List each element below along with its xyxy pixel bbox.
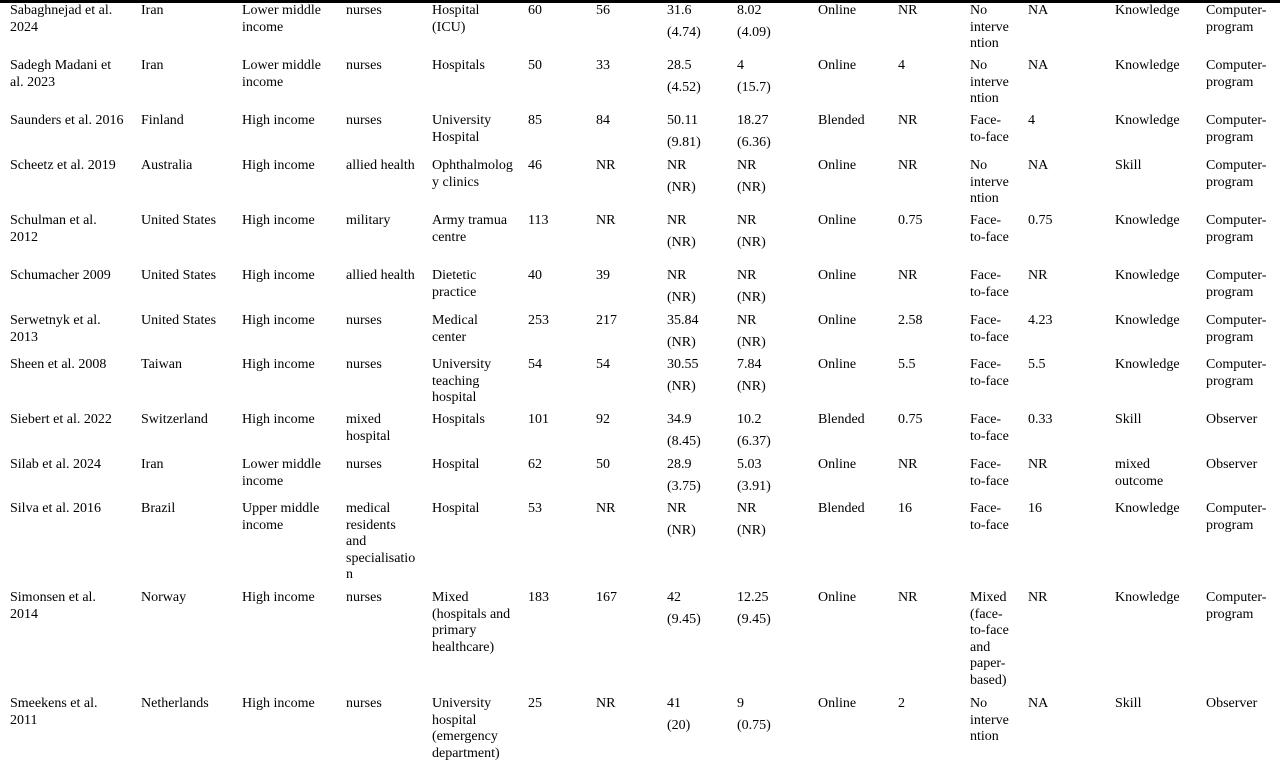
- cell-v1-sd: (4.52): [667, 79, 701, 95]
- cell-income: High income: [242, 113, 315, 128]
- cell-study: Silab et al. 2024: [10, 457, 101, 472]
- cell-population: allied health: [346, 158, 415, 173]
- cell-outcome: Skill: [1115, 412, 1142, 427]
- cell-comparator: Face-to-face: [970, 457, 1009, 489]
- cell-setting: Dietetic practice: [432, 268, 477, 300]
- cell-v1-value: 50.11: [667, 113, 698, 128]
- cell-study: Simonsen et al. 2014: [10, 590, 96, 622]
- cell-c1: 16: [898, 501, 912, 516]
- cell-v2-sd: (NR): [737, 334, 766, 350]
- cell-setting: Hospital: [432, 501, 480, 516]
- table-row: [0, 213, 1280, 268]
- cell-mode: Online: [818, 457, 857, 472]
- cell-country: Iran: [141, 457, 164, 472]
- cell-method: Computer-program: [1206, 158, 1267, 190]
- cell-country: Netherlands: [141, 696, 209, 711]
- cell-v1-value: NR: [667, 158, 687, 173]
- cell-outcome: Knowledge: [1115, 590, 1180, 605]
- cell-study: Schulman et al. 2012: [10, 213, 97, 245]
- cell-method: Observer: [1206, 457, 1258, 472]
- cell-v1: [657, 412, 727, 457]
- table-row: [0, 58, 1280, 113]
- cell-v1-sd: (NR): [667, 289, 696, 305]
- cell-v2-value: NR: [737, 268, 757, 283]
- cell-v1-sd: (3.75): [667, 478, 701, 494]
- cell-population: allied health: [346, 268, 415, 283]
- cell-country: United States: [141, 313, 217, 328]
- cell-income: Lower middle income: [242, 457, 321, 489]
- cell-n2: NR: [596, 213, 616, 228]
- cell-setting: University teaching hospital: [432, 357, 492, 406]
- cell-n2: 54: [596, 357, 610, 372]
- cell-comparator: Face-to-face: [970, 213, 1009, 245]
- cell-n1: 54: [528, 357, 542, 372]
- cell-country: Taiwan: [141, 357, 183, 372]
- cell-mode: Online: [818, 58, 857, 73]
- table-row: [0, 590, 1280, 696]
- cell-country: Switzerland: [141, 412, 208, 427]
- table-row: [0, 158, 1280, 213]
- cell-outcome: Knowledge: [1115, 313, 1180, 328]
- cell-c1: 0.75: [898, 412, 923, 427]
- cell-v1-value: 28.9: [667, 457, 692, 472]
- cell-comparator: Mixed (face-to-face and paper-based): [970, 590, 1009, 688]
- cell-mode: Blended: [818, 412, 865, 427]
- cell-v2-value: NR: [737, 313, 757, 328]
- cell-country: Australia: [141, 158, 193, 173]
- cell-method: Computer-program: [1206, 313, 1267, 345]
- cell-c1: NR: [898, 113, 918, 128]
- cell-outcome: Knowledge: [1115, 357, 1180, 372]
- table-row: [0, 3, 1280, 58]
- cell-v1: [657, 590, 727, 696]
- cell-study: Sadegh Madani et al. 2023: [10, 58, 112, 90]
- cell-comparator: Face-to-face: [970, 412, 1009, 444]
- cell-n1: 40: [528, 268, 542, 283]
- cell-v2: [727, 313, 808, 357]
- cell-v1-sd: (9.45): [667, 611, 701, 627]
- cell-n2: 217: [596, 313, 617, 328]
- cell-v2-value: 10.2: [737, 412, 762, 427]
- cell-v2-sd: (NR): [737, 289, 766, 305]
- cell-v2-value: 8.02: [737, 3, 762, 18]
- cell-comparator: Face-to-face: [970, 313, 1009, 345]
- cell-v2: [727, 158, 808, 213]
- cell-c2: NR: [1028, 457, 1048, 472]
- cell-setting: Hospital (ICU): [432, 3, 480, 35]
- cell-v2: [727, 113, 808, 158]
- cell-c2: 4: [1028, 113, 1035, 128]
- cell-population: nurses: [346, 313, 382, 328]
- cell-income: Lower middle income: [242, 58, 321, 90]
- cell-c1: NR: [898, 590, 918, 605]
- cell-setting: Hospitals: [432, 58, 485, 73]
- table-row: [0, 696, 1280, 762]
- cell-population: medical residents and specialisation: [346, 501, 416, 583]
- cell-c2: 5.5: [1028, 357, 1046, 372]
- cell-population: nurses: [346, 457, 382, 472]
- cell-v1-value: 34.9: [667, 412, 692, 427]
- cell-v1-value: 30.55: [667, 357, 699, 372]
- cell-c1: 2.58: [898, 313, 923, 328]
- cell-comparator: No intervention: [970, 3, 1009, 52]
- cell-v1: [657, 501, 727, 590]
- cell-comparator: Face-to-face: [970, 268, 1009, 300]
- cell-n2: 33: [596, 58, 610, 73]
- cell-v1: [657, 457, 727, 501]
- cell-outcome: Knowledge: [1115, 58, 1180, 73]
- cell-c2: 4.23: [1028, 313, 1053, 328]
- cell-mode: Online: [818, 213, 857, 228]
- cell-v1: [657, 696, 727, 762]
- cell-population: mixed hospital: [346, 412, 391, 444]
- cell-v1: [657, 313, 727, 357]
- cell-study: Sabaghnejad et al. 2024: [10, 3, 113, 35]
- cell-v2-value: 12.25: [737, 590, 769, 605]
- cell-v2-sd: (NR): [737, 234, 766, 250]
- cell-v2-value: NR: [737, 213, 757, 228]
- cell-country: Brazil: [141, 501, 176, 516]
- cell-c1: 0.75: [898, 213, 923, 228]
- cell-n1: 46: [528, 158, 542, 173]
- cell-v2-sd: (NR): [737, 378, 766, 394]
- cell-v1-value: 31.6: [667, 3, 692, 18]
- cell-v2-sd: (3.91): [737, 478, 771, 494]
- cell-v1-sd: (NR): [667, 234, 696, 250]
- cell-outcome: Knowledge: [1115, 113, 1180, 128]
- cell-mode: Blended: [818, 501, 865, 516]
- cell-method: Computer-program: [1206, 213, 1267, 245]
- cell-income: High income: [242, 412, 315, 427]
- cell-c2: 16: [1028, 501, 1042, 516]
- cell-method: Computer-program: [1206, 3, 1267, 35]
- cell-v2-value: 9: [737, 696, 744, 711]
- table-row: [0, 412, 1280, 457]
- cell-n2: NR: [596, 158, 616, 173]
- cell-study: Smeekens et al. 2011: [10, 696, 98, 728]
- cell-v2: [727, 457, 808, 501]
- cell-comparator: No intervention: [970, 696, 1009, 745]
- cell-v1-value: 35.84: [667, 313, 699, 328]
- table-row: [0, 113, 1280, 158]
- cell-v2: [727, 412, 808, 457]
- cell-c2: NA: [1028, 158, 1049, 173]
- cell-v1-value: 42: [667, 590, 681, 605]
- cell-n1: 113: [528, 213, 549, 228]
- cell-population: nurses: [346, 696, 382, 711]
- cell-v1-value: NR: [667, 501, 687, 516]
- cell-country: Iran: [141, 58, 164, 73]
- cell-v1: [657, 213, 727, 268]
- cell-income: High income: [242, 357, 315, 372]
- cell-income: Lower middle income: [242, 3, 321, 35]
- cell-v2-sd: (6.36): [737, 134, 771, 150]
- cell-outcome: Knowledge: [1115, 213, 1180, 228]
- cell-v1-value: 28.5: [667, 58, 692, 73]
- cell-mode: Online: [818, 357, 857, 372]
- cell-study: Sheen et al. 2008: [10, 357, 107, 372]
- cell-setting: Mixed (hospitals and primary healthcare): [432, 590, 511, 655]
- cell-c1: 4: [898, 58, 905, 73]
- cell-setting: Medical center: [432, 313, 478, 345]
- cell-n2: 56: [596, 3, 610, 18]
- cell-v2: [727, 58, 808, 113]
- cell-n2: 50: [596, 457, 610, 472]
- cell-study: Silva et al. 2016: [10, 501, 101, 516]
- cell-c2: NA: [1028, 3, 1049, 18]
- cell-v2-value: 5.03: [737, 457, 762, 472]
- cell-comparator: No intervention: [970, 58, 1009, 107]
- cell-v2-sd: (NR): [737, 179, 766, 195]
- cell-c2: NA: [1028, 696, 1049, 711]
- cell-population: military: [346, 213, 391, 228]
- cell-method: Observer: [1206, 412, 1258, 427]
- table-row: [0, 457, 1280, 501]
- cell-outcome: mixed outcome: [1115, 457, 1164, 489]
- cell-v1-value: NR: [667, 213, 687, 228]
- table-row: [0, 313, 1280, 357]
- cell-income: High income: [242, 158, 315, 173]
- cell-method: Computer-program: [1206, 357, 1267, 389]
- cell-v2-value: NR: [737, 501, 757, 516]
- cell-c1: 2: [898, 696, 905, 711]
- cell-comparator: Face-to-face: [970, 357, 1009, 389]
- table-row: [0, 357, 1280, 412]
- cell-v2: [727, 3, 808, 58]
- cell-v1-sd: (20): [667, 717, 691, 733]
- cell-comparator: Face-to-face: [970, 501, 1009, 533]
- cell-population: nurses: [346, 113, 382, 128]
- cell-income: Upper middle income: [242, 501, 320, 533]
- cell-country: United States: [141, 213, 217, 228]
- cell-n1: 53: [528, 501, 542, 516]
- cell-income: High income: [242, 313, 315, 328]
- cell-study: Siebert et al. 2022: [10, 412, 112, 427]
- cell-v2: [727, 268, 808, 313]
- cell-mode: Online: [818, 158, 857, 173]
- cell-outcome: Knowledge: [1115, 501, 1180, 516]
- cell-outcome: Skill: [1115, 158, 1142, 173]
- cell-v2-value: 18.27: [737, 113, 769, 128]
- cell-mode: Online: [818, 268, 857, 283]
- cell-country: Iran: [141, 3, 164, 18]
- studies-table: [0, 3, 1280, 762]
- cell-v2-sd: (NR): [737, 522, 766, 538]
- cell-study: Scheetz et al. 2019: [10, 158, 116, 173]
- cell-n1: 85: [528, 113, 542, 128]
- cell-v2: [727, 590, 808, 696]
- cell-v1-sd: (4.74): [667, 24, 701, 40]
- cell-n2: 84: [596, 113, 610, 128]
- cell-country: Norway: [141, 590, 187, 605]
- cell-n1: 183: [528, 590, 549, 605]
- cell-method: Computer-program: [1206, 58, 1267, 90]
- cell-n2: 167: [596, 590, 617, 605]
- cell-n1: 101: [528, 412, 549, 427]
- cell-income: High income: [242, 213, 315, 228]
- cell-v1: [657, 158, 727, 213]
- cell-v1-sd: (NR): [667, 334, 696, 350]
- cell-n1: 60: [528, 3, 542, 18]
- cell-v1-sd: (NR): [667, 378, 696, 394]
- cell-v1-value: 41: [667, 696, 681, 711]
- cell-v1: [657, 58, 727, 113]
- cell-v1: [657, 3, 727, 58]
- table-row: [0, 268, 1280, 313]
- cell-mode: Online: [818, 3, 857, 18]
- cell-n2: 39: [596, 268, 610, 283]
- cell-setting: University Hospital: [432, 113, 492, 145]
- cell-population: nurses: [346, 3, 382, 18]
- cell-n2: 92: [596, 412, 610, 427]
- cell-v2-value: 4: [737, 58, 744, 73]
- cell-income: High income: [242, 696, 315, 711]
- cell-outcome: Skill: [1115, 696, 1142, 711]
- cell-setting: University hospital (emergency department): [432, 696, 500, 761]
- cell-setting: Army tramua centre: [432, 213, 508, 245]
- cell-comparator: No intervention: [970, 158, 1009, 207]
- cell-method: Computer-program: [1206, 501, 1267, 533]
- cell-outcome: Knowledge: [1115, 3, 1180, 18]
- cell-v1-value: NR: [667, 268, 687, 283]
- cell-v1-sd: (9.81): [667, 134, 701, 150]
- cell-v2-sd: (4.09): [737, 24, 771, 40]
- cell-mode: Online: [818, 696, 857, 711]
- cell-country: United States: [141, 268, 217, 283]
- cell-v1: [657, 113, 727, 158]
- cell-n1: 62: [528, 457, 542, 472]
- cell-method: Computer-program: [1206, 268, 1267, 300]
- cell-c2: NA: [1028, 58, 1049, 73]
- cell-n1: 25: [528, 696, 542, 711]
- cell-country: Finland: [141, 113, 184, 128]
- cell-v2: [727, 357, 808, 412]
- cell-outcome: Knowledge: [1115, 268, 1180, 283]
- cell-setting: Hospitals: [432, 412, 485, 427]
- cell-v2-sd: (6.37): [737, 433, 771, 449]
- cell-v2: [727, 213, 808, 268]
- cell-c2: 0.75: [1028, 213, 1053, 228]
- cell-population: nurses: [346, 58, 382, 73]
- cell-income: High income: [242, 590, 315, 605]
- cell-study: Saunders et al. 2016: [10, 113, 124, 128]
- cell-v2-sd: (15.7): [737, 79, 771, 95]
- cell-v2-sd: (9.45): [737, 611, 771, 627]
- cell-c2: NR: [1028, 268, 1048, 283]
- cell-c2: NR: [1028, 590, 1048, 605]
- cell-income: High income: [242, 268, 315, 283]
- cell-v1: [657, 357, 727, 412]
- cell-c1: NR: [898, 457, 918, 472]
- cell-v1: [657, 268, 727, 313]
- cell-v2-value: NR: [737, 158, 757, 173]
- cell-n1: 253: [528, 313, 549, 328]
- cell-v2: [727, 501, 808, 590]
- cell-method: Observer: [1206, 696, 1258, 711]
- cell-study: Serwetnyk et al. 2013: [10, 313, 101, 345]
- cell-population: nurses: [346, 590, 382, 605]
- cell-method: Computer-program: [1206, 113, 1267, 145]
- cell-c1: 5.5: [898, 357, 916, 372]
- cell-study: Schumacher 2009: [10, 268, 111, 283]
- cell-v2-value: 7.84: [737, 357, 762, 372]
- table-row: [0, 501, 1280, 590]
- cell-c2: 0.33: [1028, 412, 1053, 427]
- cell-n1: 50: [528, 58, 542, 73]
- cell-mode: Online: [818, 313, 857, 328]
- cell-setting: Ophthalmology clinics: [432, 158, 513, 190]
- cell-n2: NR: [596, 696, 616, 711]
- cell-method: Computer-program: [1206, 590, 1267, 622]
- cell-v1-sd: (8.45): [667, 433, 701, 449]
- cell-setting: Hospital: [432, 457, 480, 472]
- cell-n2: NR: [596, 501, 616, 516]
- cell-population: nurses: [346, 357, 382, 372]
- cell-c1: NR: [898, 268, 918, 283]
- cell-c1: NR: [898, 3, 918, 18]
- cell-v2-sd: (0.75): [737, 717, 771, 733]
- cell-v1-sd: (NR): [667, 522, 696, 538]
- cell-v2: [727, 696, 808, 762]
- cell-comparator: Face-to-face: [970, 113, 1009, 145]
- cell-mode: Blended: [818, 113, 865, 128]
- cell-v1-sd: (NR): [667, 179, 696, 195]
- cell-c1: NR: [898, 158, 918, 173]
- cell-mode: Online: [818, 590, 857, 605]
